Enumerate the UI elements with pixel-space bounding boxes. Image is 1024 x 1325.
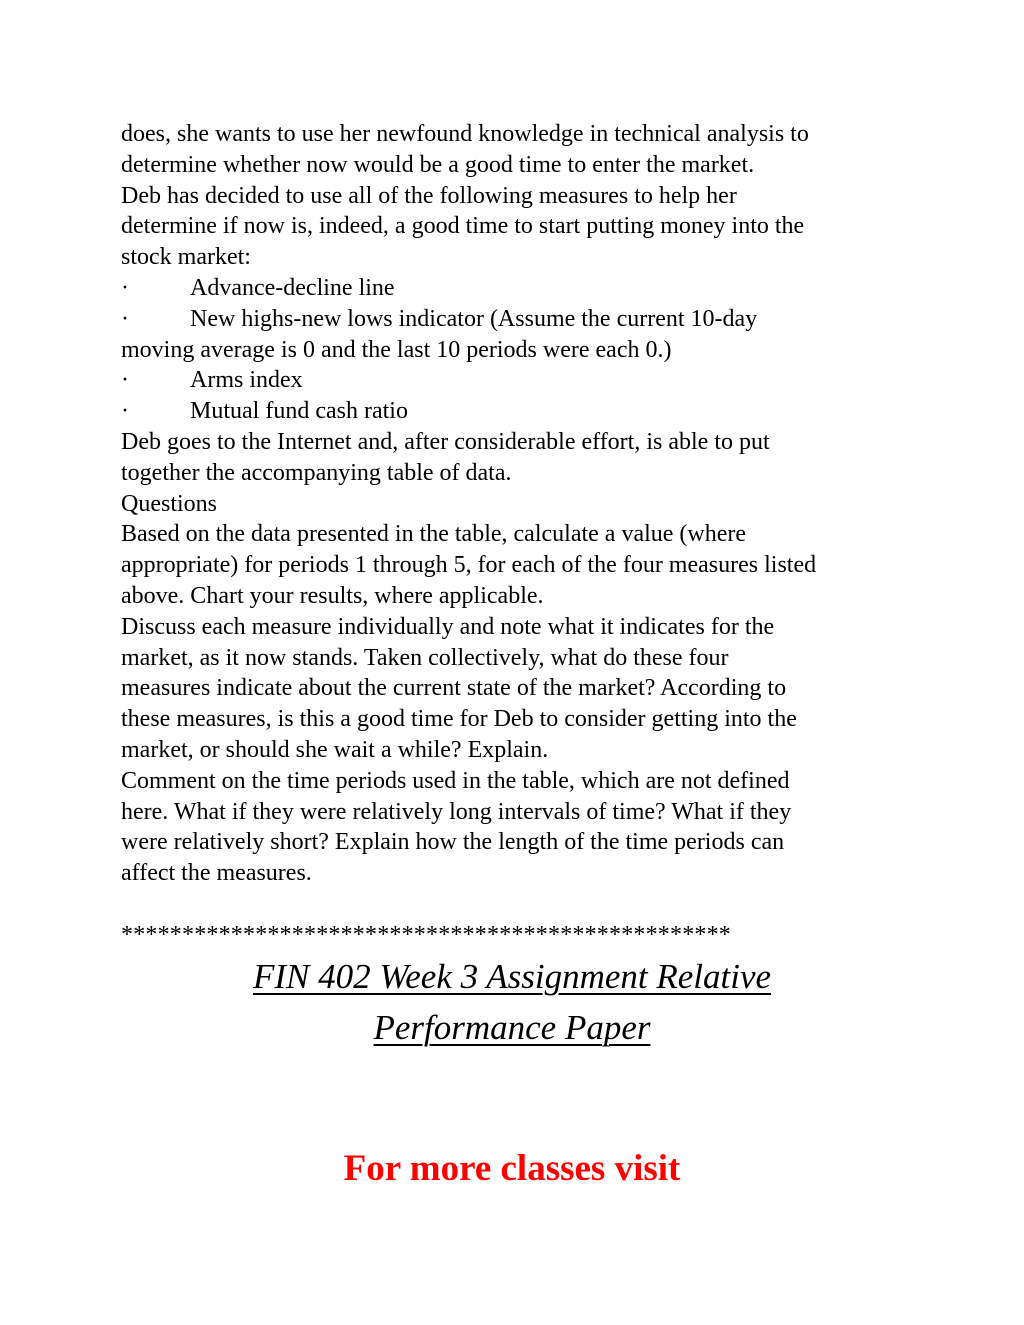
paragraph-line: Deb has decided to use all of the following measures to help her <box>121 182 737 209</box>
paragraph-line: measures indicate about the current state of the market? According to <box>121 675 787 702</box>
promo-text: For more classes visit <box>343 1148 681 1189</box>
bullet-continuation: moving average is 0 and the last 10 periods were each 0.) <box>121 336 672 363</box>
separator-line: ************************************************** <box>121 921 731 948</box>
bullet-text: Mutual fund cash ratio <box>190 398 408 425</box>
bullet-dot: · <box>121 305 129 332</box>
paragraph-line: market, or should she wait a while? Explain. <box>121 736 549 763</box>
heading-line: FIN 402 Week 3 Assignment Relative <box>252 956 772 996</box>
paragraph-line: stock market: <box>121 244 251 271</box>
paragraph-line: determine if now is, indeed, a good time to start putting money into the <box>121 213 805 240</box>
paragraph-line: market, as it now stands. Taken collectively, what do these four <box>121 644 729 671</box>
bullet-text: Advance-decline line <box>190 274 395 301</box>
paragraph-line: above. Chart your results, where applicable. <box>121 582 544 609</box>
paragraph-line: these measures, is this a good time for Deb to consider getting into the <box>121 706 797 733</box>
paragraph-line: Comment on the time periods used in the table, which are not defined <box>121 767 790 794</box>
paragraph-line: does, she wants to use her newfound knowledge in technical analysis to <box>121 121 809 147</box>
bullet-text: Arms index <box>190 367 303 394</box>
bullet-dot: · <box>121 274 129 301</box>
bullet-item <box>121 396 911 427</box>
paragraph-line: Discuss each measure individually and note what it indicates for the <box>121 613 775 640</box>
paragraph-line: together the accompanying table of data. <box>121 459 512 486</box>
bullet-item <box>121 304 911 335</box>
section-heading[interactable] <box>121 951 903 1053</box>
paragraph-line: Deb goes to the Internet and, after considerable effort, is able to put <box>121 428 770 455</box>
paragraph-line: determine whether now would be a good time to enter the market. <box>121 151 755 178</box>
paragraph-line: were relatively short? Explain how the length of the time periods can <box>121 829 785 856</box>
bullet-item <box>121 273 911 304</box>
section-label: Questions <box>121 490 217 517</box>
document-body <box>121 119 911 1053</box>
paragraph-line: appropriate) for periods 1 through 5, for each of the four measures listed <box>121 552 817 579</box>
paragraph-line: Based on the data presented in the table, calculate a value (where <box>121 521 747 548</box>
bullet-item <box>121 365 911 396</box>
heading-line: Performance Paper <box>373 1007 651 1047</box>
bullet-dot: · <box>121 398 129 425</box>
paragraph-line: here. What if they were relatively long intervals of time? What if they <box>121 798 792 825</box>
paragraph-line: affect the measures. <box>121 860 312 887</box>
spacer <box>121 889 911 920</box>
bullet-text: New highs-new lows indicator (Assume the current 10-day <box>190 305 758 332</box>
bullet-dot: · <box>121 367 129 394</box>
